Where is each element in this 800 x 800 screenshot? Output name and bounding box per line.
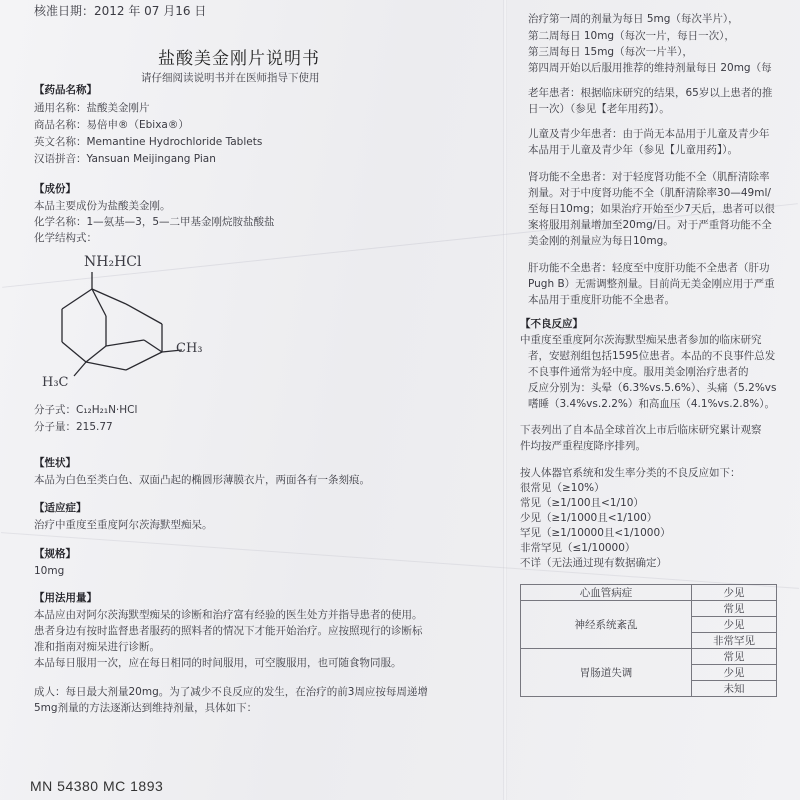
molecular-weight: 分子量：215.77 bbox=[34, 421, 113, 433]
adverse-line: 者，安慰剂组包括1595位患者。本品的不良事件总发 bbox=[528, 350, 776, 362]
section-heading-adverse: 【不良反应】 bbox=[520, 318, 583, 330]
composition-text: 本品主要成份为盐酸美金刚。 bbox=[34, 200, 171, 212]
adverse-line: 反应分别为：头晕（6.3%vs.5.6%）、头痛（5.2%vs bbox=[528, 382, 777, 394]
frequency-item: 不详（无法通过现有数据确定） bbox=[520, 557, 667, 569]
chemical-name: 化学名称：1—氨基—3，5—二甲基金刚烷胺盐酸盐 bbox=[34, 216, 275, 228]
dosage-week-line: 第三周每日 15mg（每次一片半）， bbox=[528, 46, 693, 58]
renal-line: 美金刚的剂量应为每日10mg。 bbox=[528, 235, 674, 247]
adverse-line: 不良事件通常为轻中度。服用美金刚治疗患者的 bbox=[528, 366, 749, 378]
dosage-week-line: 第四周开始以后服用推荐的维持剂量每日 20mg（每 bbox=[528, 62, 772, 74]
frequency-cell: 少见 bbox=[692, 617, 777, 633]
approval-date: 核准日期：2012 年 07 月16 日 bbox=[34, 4, 207, 18]
adverse-line: 中重度至重度阿尔茨海默型痴呆患者参加的临床研究 bbox=[520, 334, 762, 346]
structure-h3c-label: H₃C bbox=[42, 375, 69, 390]
hepatic-line: 肝功能不全患者：轻度至中度肝功能不全患者（肝功 bbox=[528, 262, 770, 274]
indication-text: 治疗中重度至重度阿尔茨海默型痴呆。 bbox=[34, 519, 213, 531]
children-line: 儿童及青少年患者：由于尚无本品用于儿童及青少年 bbox=[528, 128, 770, 140]
frequency-cell: 未知 bbox=[692, 681, 777, 697]
frequency-item: 非常罕见（≤1/10000） bbox=[520, 542, 636, 554]
hepatic-line: Pugh B）无需调整剂量。目前尚无美金刚应用于严重 bbox=[528, 278, 775, 290]
adverse-table-intro: 件均按严重程度降序排列。 bbox=[520, 440, 646, 452]
organ-system-cell: 胃肠道失调 bbox=[521, 649, 692, 697]
frequency-cell: 常见 bbox=[692, 601, 777, 617]
dosage-line: 患者身边有按时监督患者服药的照料者的情况下才能开始治疗。应按照现行的诊断标 bbox=[34, 625, 423, 637]
pinyin-name: 汉语拼音：Yansuan Meijingang Pian bbox=[34, 153, 216, 165]
document-title: 盐酸美金刚片说明书 bbox=[158, 49, 320, 69]
appearance-text: 本品为白色至类白色、双面凸起的椭圆形薄膜衣片，两面各有一条刻痕。 bbox=[34, 474, 370, 486]
children-line: 本品用于儿童及青少年（参见【儿童用药】）。 bbox=[528, 144, 738, 156]
frequency-cell: 非常罕见 bbox=[692, 633, 777, 649]
renal-line: 肾功能不全患者：对于轻度肾功能不全（肌酐清除率 bbox=[528, 171, 770, 183]
dosage-adult-line: 5mg剂量的方法逐渐达到维持剂量，具体如下： bbox=[34, 702, 258, 714]
adverse-reaction-table bbox=[520, 584, 777, 697]
dosage-line: 准和指南对痴呆进行诊断。 bbox=[34, 641, 160, 653]
structure-nh2hcl-label: NH₂HCl bbox=[84, 254, 142, 270]
spec-text: 10mg bbox=[34, 565, 65, 577]
document-subtitle: 请仔细阅读说明书并在医师指导下使用 bbox=[141, 72, 320, 84]
dosage-week-line: 第二周每日 10mg（每次一片，每日一次）， bbox=[528, 30, 735, 42]
dosage-line: 本品应由对阿尔茨海默型痴呆的诊断和治疗富有经验的医生处方并指导患者的使用。 bbox=[34, 609, 423, 621]
section-heading-dosage: 【用法用量】 bbox=[34, 592, 97, 604]
english-name: 英文名称：Memantine Hydrochloride Tablets bbox=[34, 136, 263, 148]
dosage-adult-line: 成人：每日最大剂量20mg。为了减少不良反应的发生，在治疗的前3周应按每周递增 bbox=[34, 686, 428, 698]
section-heading-drug-name: 【药品名称】 bbox=[34, 84, 97, 96]
table-row bbox=[521, 601, 777, 617]
footer-code: MN 54380 MC 1893 bbox=[30, 778, 164, 794]
frequency-item: 很常见（≥10%） bbox=[520, 482, 605, 494]
section-heading-appearance: 【性状】 bbox=[34, 457, 76, 469]
trade-name: 商品名称：易倍申®（Ebixa®） bbox=[34, 119, 189, 131]
section-heading-spec: 【规格】 bbox=[34, 548, 76, 560]
paper-fold bbox=[503, 0, 507, 800]
renal-line: 至每日10mg；如果治疗开始至少7天后，患者可以很 bbox=[528, 203, 775, 215]
hepatic-line: 本品用于重度肝功能不全患者。 bbox=[528, 294, 675, 306]
molecular-formula: 分子式：C₁₂H₂₁N·HCl bbox=[34, 404, 138, 416]
adverse-line: 嗜睡（3.4%vs.2.2%）和高血压（4.1%vs.2.8%）。 bbox=[528, 398, 775, 410]
section-heading-indication: 【适应症】 bbox=[34, 502, 87, 514]
frequency-item: 常见（≥1/100且<1/10） bbox=[520, 497, 644, 509]
structure-label: 化学结构式： bbox=[34, 232, 97, 244]
organ-system-cell: 心血管病症 bbox=[521, 585, 692, 601]
organ-system-cell: 神经系统紊乱 bbox=[521, 601, 692, 649]
renal-line: 剂量。对于中度肾功能不全（肌酐清除率30—49ml/ bbox=[528, 187, 771, 199]
generic-name: 通用名称：盐酸美金刚片 bbox=[34, 102, 150, 114]
renal-line: 案将服用剂量增加至20mg/日。对于严重肾功能不全 bbox=[528, 219, 772, 231]
section-heading-composition: 【成份】 bbox=[34, 183, 76, 195]
frequency-item: 少见（≥1/1000且<1/100） bbox=[520, 512, 658, 524]
table-row bbox=[521, 649, 777, 665]
structure-ch3-label: CH₃ bbox=[176, 341, 203, 356]
frequency-item: 罕见（≥1/10000且<1/1000） bbox=[520, 527, 671, 539]
adverse-table-intro: 下表列出了自本品全球首次上市后临床研究累计观察 bbox=[520, 424, 762, 436]
elderly-line: 日一次）（参见【老年用药】）。 bbox=[528, 103, 670, 115]
table-row bbox=[521, 585, 777, 601]
dosage-week-line: 治疗第一周的剂量为每日 5mg（每次半片）， bbox=[528, 13, 739, 25]
frequency-intro: 按人体器官系统和发生率分类的不良反应如下： bbox=[520, 467, 741, 479]
frequency-cell: 少见 bbox=[692, 585, 777, 601]
frequency-cell: 常见 bbox=[692, 649, 777, 665]
frequency-cell: 少见 bbox=[692, 665, 777, 681]
elderly-line: 老年患者：根据临床研究的结果，65岁以上患者的推 bbox=[528, 87, 773, 99]
dosage-line: 本品每日服用一次，应在每日相同的时间服用，可空腹服用，也可随食物同服。 bbox=[34, 657, 402, 669]
